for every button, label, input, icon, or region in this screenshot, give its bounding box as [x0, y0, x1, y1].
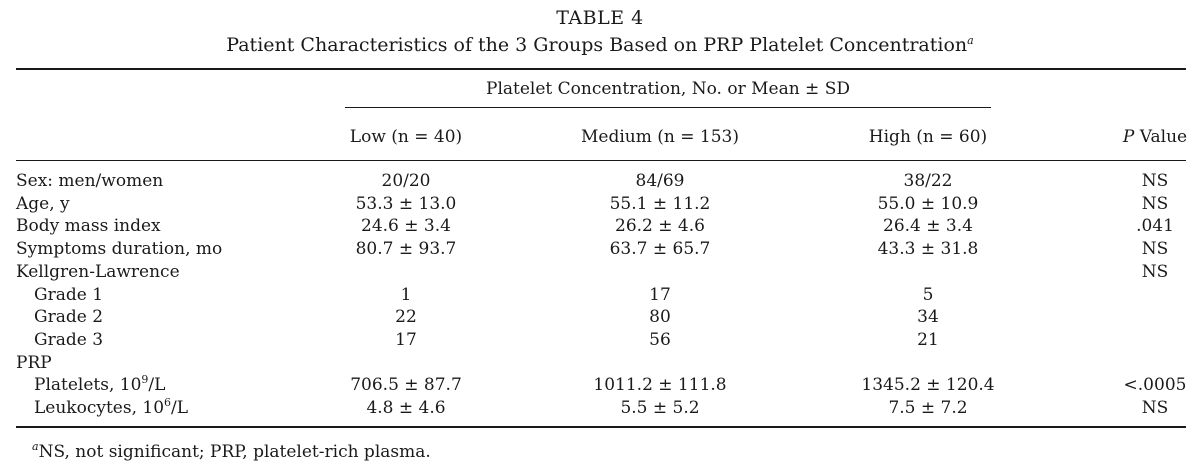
column-header-medium: Medium (n = 153)	[581, 127, 739, 147]
cell-medium: 1011.2 ± 111.8	[593, 375, 727, 395]
row-label	[16, 216, 161, 236]
cell-p-value: NS	[1141, 262, 1169, 282]
row-label-text: Grade 3	[34, 330, 104, 350]
cell-medium: 56	[649, 330, 671, 350]
row-label-text: Grade 2	[34, 307, 104, 327]
spanner-header: Platelet Concentration, No. or Mean ± SD	[486, 79, 850, 99]
row-label	[16, 262, 180, 282]
row-label	[34, 375, 165, 395]
row-label	[16, 171, 163, 191]
cell-low: 4.8 ± 4.6	[366, 398, 446, 418]
cell-high: 34	[917, 307, 939, 327]
cell-high: 5	[922, 285, 934, 305]
row-label-text: Grade 1	[34, 285, 104, 305]
cell-low: 53.3 ± 13.0	[355, 194, 457, 214]
cell-high: 38/22	[903, 171, 953, 191]
cell-medium: 55.1 ± 11.2	[609, 194, 711, 214]
top-rule	[16, 68, 1186, 70]
row-label-text: Age, y	[16, 194, 70, 214]
cell-p-value: NS	[1141, 171, 1169, 191]
cell-low: 22	[395, 307, 417, 327]
cell-high: 7.5 ± 7.2	[888, 398, 968, 418]
cell-p-value: <.0005	[1123, 375, 1187, 395]
row-label-text: Leukocytes, 10	[34, 398, 165, 418]
footnote-text: NS, not significant; PRP, platelet-rich plasma.	[38, 442, 431, 462]
cell-low: 80.7 ± 93.7	[355, 239, 457, 259]
column-header-high: High (n = 60)	[868, 127, 988, 147]
column-header-low: Low (n = 40)	[349, 127, 463, 147]
cell-high: 55.0 ± 10.9	[877, 194, 979, 214]
p-italic: P	[1122, 127, 1135, 147]
cell-low: 20/20	[381, 171, 431, 191]
cell-high: 43.3 ± 31.8	[877, 239, 979, 259]
cell-low: 1	[400, 285, 412, 305]
cell-medium: 80	[649, 307, 671, 327]
row-label	[16, 194, 70, 214]
cell-medium: 26.2 ± 4.6	[615, 216, 705, 236]
column-header-p-value	[1123, 127, 1187, 147]
p-rest: Value	[1134, 127, 1188, 147]
cell-low: 24.6 ± 3.4	[361, 216, 451, 236]
cell-medium: 5.5 ± 5.2	[620, 398, 700, 418]
row-label	[34, 398, 188, 418]
row-label	[34, 285, 103, 305]
caption-text: Patient Characteristics of the 3 Groups Based on PRP Platelet Concentration	[226, 34, 968, 56]
cell-p-value: NS	[1141, 239, 1169, 259]
row-label-text: Body mass index	[16, 216, 161, 236]
cell-p-value: NS	[1141, 194, 1169, 214]
cell-p-value: NS	[1141, 398, 1169, 418]
row-label-text: Kellgren-Lawrence	[16, 262, 180, 282]
row-label	[16, 353, 52, 373]
cell-medium: 84/69	[635, 171, 685, 191]
row-label-exponent: 9	[141, 373, 149, 386]
row-label-text: Sex: men/women	[16, 171, 164, 191]
table-footnote	[32, 442, 431, 462]
cell-high: 26.4 ± 3.4	[883, 216, 973, 236]
row-label-unit: /L	[148, 375, 166, 395]
row-label-unit: /L	[171, 398, 189, 418]
table-caption	[0, 34, 1200, 56]
row-label-exponent: 6	[164, 396, 172, 409]
row-label-text: PRP	[16, 353, 52, 373]
row-label	[34, 307, 103, 327]
table-label: TABLE 4	[556, 7, 644, 29]
spanner-rule	[345, 107, 991, 108]
cell-high: 21	[917, 330, 939, 350]
cell-medium: 63.7 ± 65.7	[609, 239, 711, 259]
footnote-mark: a	[32, 440, 39, 453]
cell-low: 706.5 ± 87.7	[350, 375, 462, 395]
row-label	[16, 239, 222, 259]
row-label-text: Platelets, 10	[34, 375, 142, 395]
cell-medium: 17	[649, 285, 671, 305]
row-label	[34, 330, 103, 350]
row-label-text: Symptoms duration, mo	[16, 239, 223, 259]
cell-high: 1345.2 ± 120.4	[861, 375, 995, 395]
bottom-rule	[16, 426, 1186, 428]
caption-footnote-mark: a	[967, 34, 974, 47]
cell-p-value: .041	[1136, 216, 1174, 236]
header-rule	[16, 160, 1186, 161]
cell-low: 17	[395, 330, 417, 350]
